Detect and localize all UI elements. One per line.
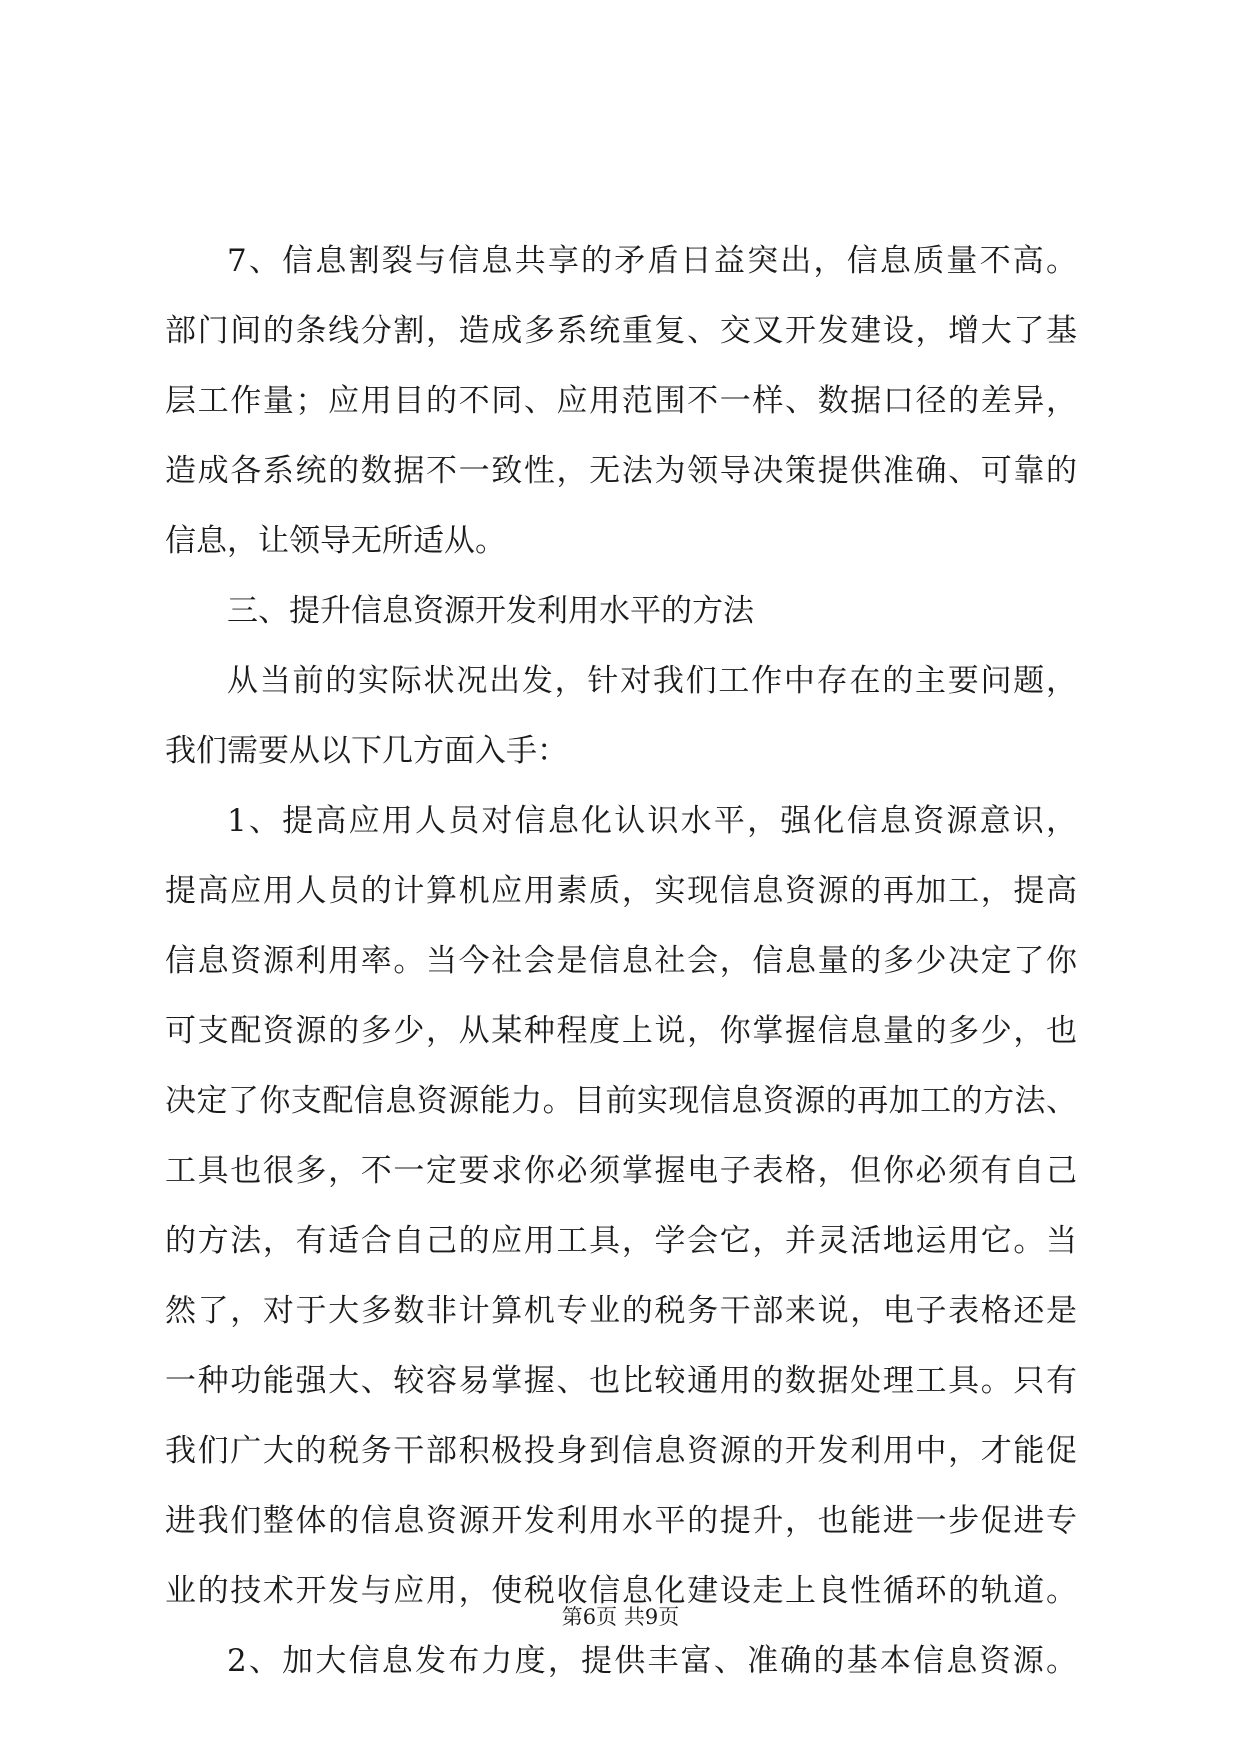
- text-line: 进我们整体的信息资源开发利用水平的提升，也能进一步促进专: [165, 1503, 1077, 1539]
- text-line: 信息资源利用率。当今社会是信息社会，信息量的多少决定了你: [165, 943, 1077, 979]
- text-line: 造成各系统的数据不一致性，无法为领导决策提供准确、可靠的: [165, 453, 1077, 489]
- text-line: 我们广大的税务干部积极投身到信息资源的开发利用中，才能促: [165, 1433, 1077, 1469]
- text-line: 一种功能强大、较容易掌握、也比较通用的数据处理工具。只有: [165, 1363, 1077, 1399]
- text-line: 7、信息割裂与信息共享的矛盾日益突出，信息质量不高。: [227, 243, 1077, 279]
- document-body: [165, 226, 1077, 1696]
- page-footer: 第6页 共9页: [561, 1605, 680, 1629]
- text-line: 层工作量；应用目的不同、应用范围不一样、数据口径的差异，: [165, 383, 1077, 419]
- text-line: 可支配资源的多少，从某种程度上说，你掌握信息量的多少，也: [165, 1013, 1077, 1049]
- text-line: 业的技术开发与应用，使税收信息化建设走上良性循环的轨道。: [165, 1573, 1077, 1609]
- text-line: 2、加大信息发布力度，提供丰富、准确的基本信息资源。: [227, 1643, 1077, 1679]
- text-line: 决定了你支配信息资源能力。目前实现信息资源的再加工的方法、: [165, 1083, 1077, 1119]
- text-line: 从当前的实际状况出发，针对我们工作中存在的主要问题，: [227, 663, 1077, 699]
- text-line: 然了，对于大多数非计算机专业的税务干部来说，电子表格还是: [165, 1293, 1077, 1329]
- text-line: 的方法，有适合自己的应用工具，学会它，并灵活地运用它。当: [165, 1223, 1077, 1259]
- text-line: 1、提高应用人员对信息化认识水平，强化信息资源意识，: [227, 803, 1077, 839]
- text-line: 部门间的条线分割，造成多系统重复、交叉开发建设，增大了基: [165, 313, 1077, 349]
- text-line: 信息，让领导无所适从。: [165, 523, 506, 559]
- text-line: 三、提升信息资源开发利用水平的方法: [227, 593, 754, 629]
- text-line: 提高应用人员的计算机应用素质，实现信息资源的再加工，提高: [165, 873, 1077, 909]
- text-line: 工具也很多，不一定要求你必须掌握电子表格，但你必须有自己: [165, 1153, 1077, 1189]
- text-line: 我们需要从以下几方面入手：: [165, 733, 568, 769]
